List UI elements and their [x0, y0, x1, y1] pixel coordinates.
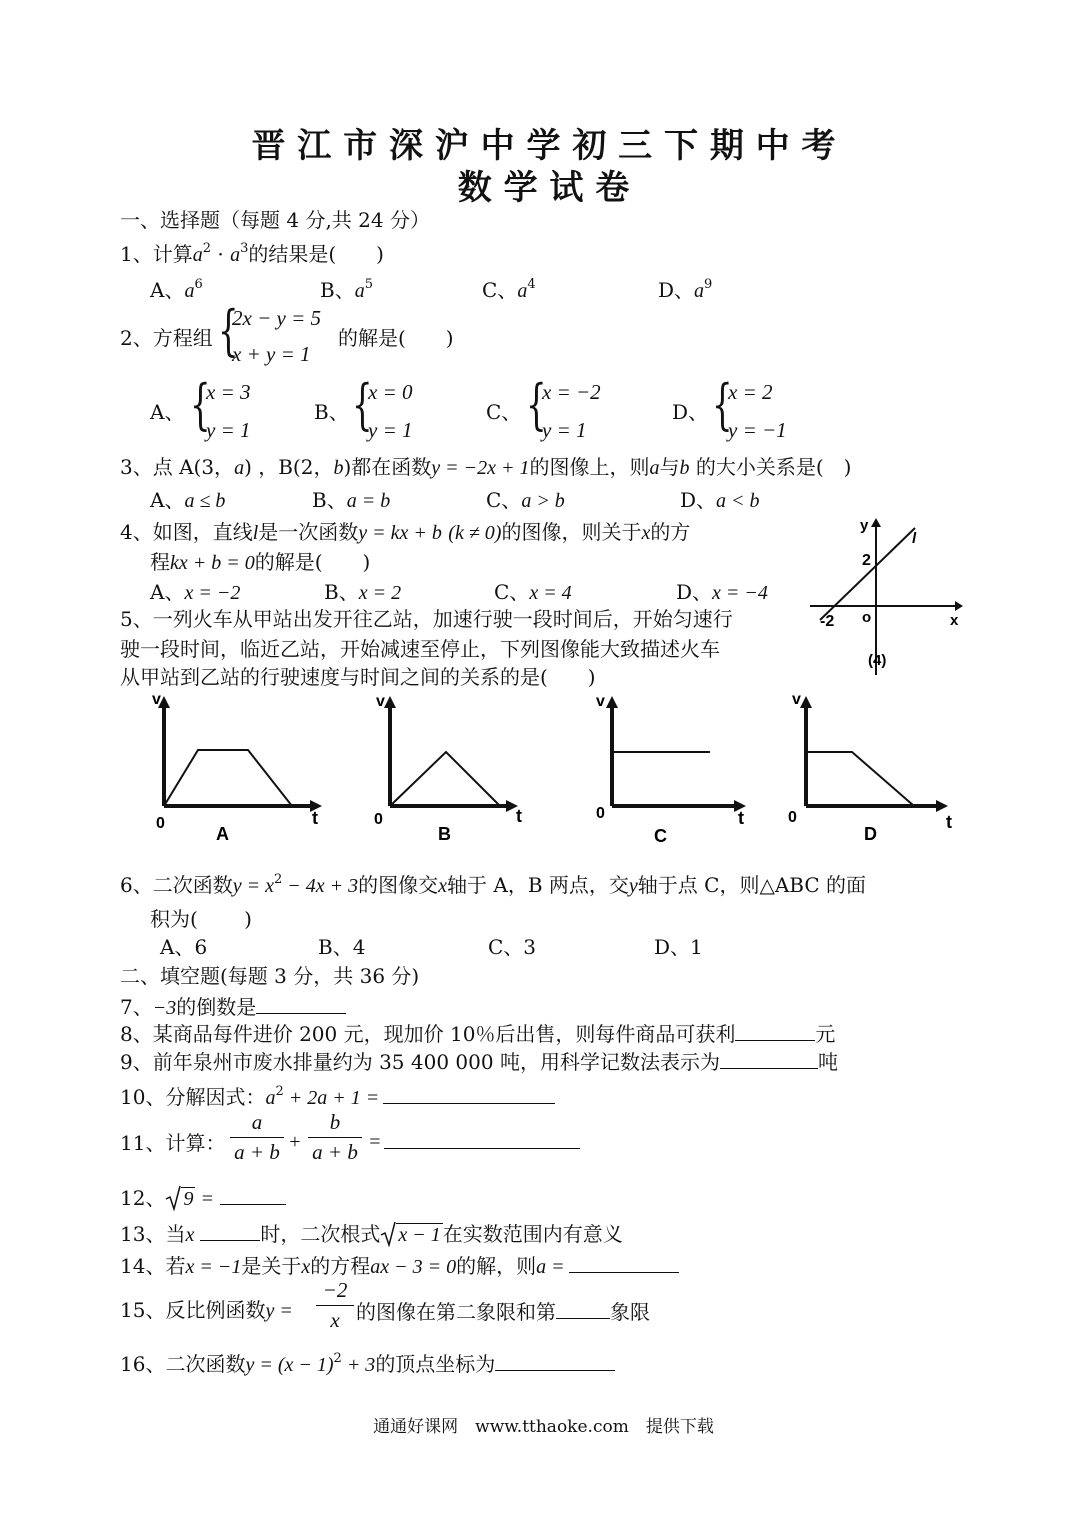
x-axis-label: x: [950, 612, 959, 629]
y-axis-label: y: [860, 517, 869, 534]
question-12: 12、 9 =: [120, 1184, 286, 1211]
title-line-1: 晋 江 市 深 沪 中 学 初 三 下 期 中 考: [251, 126, 836, 166]
answer-blank[interactable]: [384, 1128, 580, 1149]
answer-blank[interactable]: [569, 1252, 679, 1273]
exam-page: 晋 江 市 深 沪 中 学 初 三 下 期 中 考 数 学 试 卷 一、选择题（每题 4 分,共 24 分） 1、计算$a^2 \cdot a^3$的结果是( ) A、$a^6$ B、$a^5$ C、$a^4$ D、$a^9$ 2、方程组 { 2x − y = 5 x + y = 1 的解是( ) A、 B、 C、 D、 { x = 3 y = 1 { x = 0 y = 1 { x = −2 y = 1 { x = 2 y = −1 3、点 A(3，a) ，B(2，b)都在函数y = −2x + 1的图像上，则a与b 的大小关系是( ) A、a ≤ b B、a = b C、a > b D、a < b 4、如图，直线l是一次函数y = kx + b (k ≠ 0)的图像，则关于x的方 程kx + b = 0的解是( ) A、x = −2 B、x = 2 C、x = 4 D、x = −4 y x l 2 -2 o (4) 5、一列火车从甲站出发开往乙站，加速行驶一段时间后，开始匀速行 驶一段时间，临近乙站，开始减速至停止，下列图像能大致描述火车 从甲站到乙站的行驶速度与时间之间的关系的是( ) v t 0 A v t 0 B v t 0 C v t 0 D 6、二次函数$y = x^2 - 4x + 3$的图像交x轴于 A，B 两点，交y轴于点 C，则△ABC 的面 积为( ) A、6 B、4 C、3 D、1 二、填空题(每题 3 分，共 36 分) 7、−3的倒数是 8、某商品每件进价 200 元，现加价 10％后出售，则每件商品可获利 元 9、前年泉州市废水排量约为 35 400 000 吨，用科学记数法表示为 吨 10、分解因式：$a^2 + 2a + 1$ = 11、计算： a a + b + b a + b = 12、 9 = 13、当x 时，二次根式 x − 1 在实数范围内有意义 14、若x = −1是关于x的方程ax − 3 = 0的解，则a = 15、反比例函数y = −2 x 的图像在第二象限和第 象限 16、二次函数$y = (x - 1)^2 + 3$的顶点坐标为 通通好课网 www.tthaoke.com 提供下载: [0, 0, 1087, 1536]
figure-caption: (4): [868, 652, 887, 669]
graph-c: [588, 690, 768, 850]
option: C、$a^4$: [482, 277, 536, 302]
question-1-options: [150, 278, 850, 304]
svg-text:t: t: [312, 808, 318, 828]
question-2-suffix: 的解是( ): [338, 326, 454, 350]
svg-text:v: v: [152, 691, 161, 708]
svg-text:0: 0: [596, 805, 605, 822]
question-15-prefix: 15、反比例函数y =: [120, 1298, 293, 1322]
question-7: 7、−3的倒数是: [120, 993, 346, 1020]
answer-blank[interactable]: [383, 1083, 555, 1104]
x-intercept-label: -2: [820, 613, 835, 630]
option: B、$a^5$: [320, 277, 373, 302]
question-6-line-1: 6、二次函数$y = x^2 - 4x + 3$的图像交x轴于 A，B 两点，交y轴于点 C，则△ABC 的面: [120, 872, 866, 897]
graph-label: D: [864, 824, 877, 844]
answer-blank[interactable]: [735, 1020, 815, 1041]
svg-text:0: 0: [156, 815, 165, 832]
question-14: 14、若x = −1是关于x的方程ax − 3 = 0的解，则a =: [120, 1252, 679, 1279]
graph-a: [140, 690, 340, 850]
graph-label: C: [654, 826, 667, 846]
fraction-q15: −2 x: [316, 1278, 354, 1333]
graph-b: [368, 690, 568, 850]
option: A、$a^6$: [150, 277, 203, 302]
question-3: 3、点 A(3，a) ，B(2，b)都在函数y = −2x + 1的图像上，则a与b 的大小关系是( ): [120, 455, 852, 479]
svg-text:v: v: [596, 693, 605, 710]
question-5-line-1: 5、一列火车从甲站出发开往乙站，加速行驶一段时间后，开始匀速行: [120, 607, 733, 631]
question-11-prefix: 11、计算：: [120, 1131, 226, 1155]
graph-d: [782, 690, 972, 850]
answer-blank[interactable]: [256, 993, 346, 1014]
svg-text:0: 0: [788, 809, 797, 826]
y-intercept-label: 2: [862, 552, 871, 569]
question-4-line-2: 程kx + b = 0的解是( ): [150, 550, 371, 574]
q4-figure: [800, 505, 970, 675]
section-2-heading: 二、填空题(每题 3 分，共 36 分): [120, 964, 420, 988]
svg-text:v: v: [792, 691, 801, 708]
title-line-2: 数 学 试 卷: [457, 168, 630, 208]
answer-blank[interactable]: [556, 1298, 610, 1319]
question-1: 1、计算$a^2 \cdot a^3$的结果是( ): [120, 241, 384, 266]
question-10: 10、分解因式：$a^2 + 2a + 1$ =: [120, 1083, 555, 1113]
answer-blank[interactable]: [220, 1184, 286, 1205]
answer-blank[interactable]: [720, 1048, 818, 1069]
graph-label: A: [216, 824, 229, 844]
option: D、$a^9$: [658, 277, 713, 302]
svg-text:t: t: [516, 806, 522, 826]
svg-text:t: t: [946, 812, 952, 832]
footer-credit: 通通好课网 www.tthaoke.com 提供下载: [373, 1417, 714, 1437]
graph-label: B: [438, 824, 451, 844]
svg-text:v: v: [376, 693, 385, 710]
line-label: l: [912, 530, 917, 547]
answer-blank[interactable]: [495, 1350, 615, 1371]
question-8: 8、某商品每件进价 200 元，现加价 10％后出售，则每件商品可获利 元: [120, 1022, 836, 1046]
question-5-line-2: 驶一段时间，临近乙站，开始减速至停止，下列图像能大致描述火车: [120, 637, 720, 661]
question-13: 13、当x 时，二次根式 x − 1 在实数范围内有意义: [120, 1222, 623, 1246]
question-9: 9、前年泉州市废水排量约为 35 400 000 吨，用科学记数法表示为 吨: [120, 1050, 838, 1074]
question-2-prefix: 2、方程组: [120, 326, 213, 350]
fraction-1: a a + b: [230, 1110, 284, 1165]
answer-blank[interactable]: [200, 1220, 260, 1241]
fraction-2: b a + b: [308, 1110, 362, 1165]
question-6-line-2: 积为( ): [150, 907, 252, 931]
question-4-line-1: 4、如图，直线l是一次函数y = kx + b (k ≠ 0)的图像，则关于x的方: [120, 520, 691, 544]
question-16: 16、二次函数$y = (x - 1)^2 + 3$的顶点坐标为: [120, 1350, 615, 1380]
svg-text:t: t: [738, 808, 744, 828]
svg-text:0: 0: [374, 811, 383, 828]
question-15-suffix: 的图像在第二象限和第 象限: [356, 1300, 650, 1324]
section-1-heading: 一、选择题（每题 4 分,共 24 分）: [120, 208, 430, 232]
question-5-line-3: 从甲站到乙站的行驶速度与时间之间的关系的是( ): [120, 665, 596, 689]
origin-label: o: [862, 609, 872, 626]
